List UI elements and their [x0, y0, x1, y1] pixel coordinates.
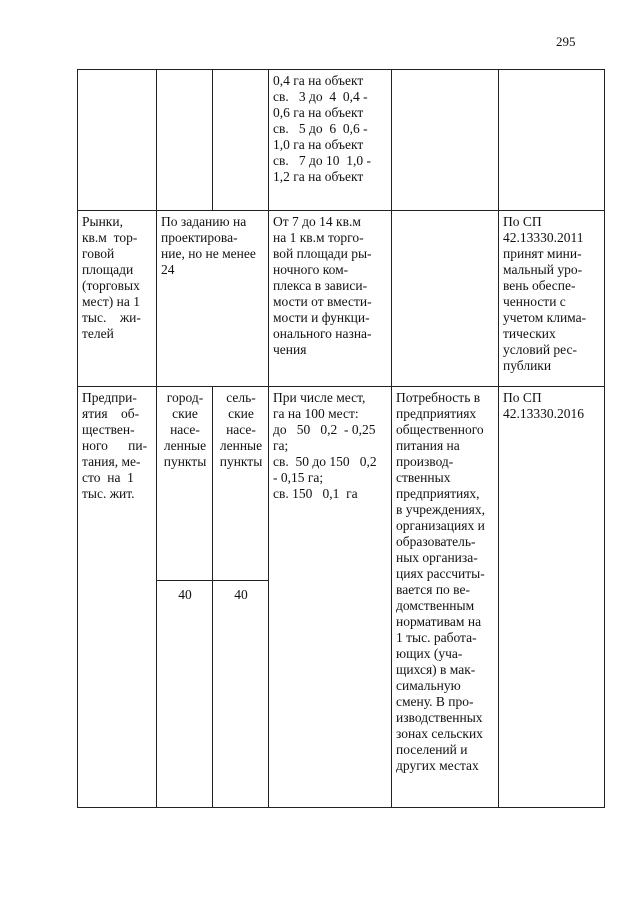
cell-r3-urban-label: город- ские насе- ленные пункты — [157, 387, 213, 581]
page-number: 295 — [556, 34, 576, 49]
cell-r2-area: От 7 до 14 кв.м на 1 кв.м торго- вой площади ры- ночного ком- плекса в зависи- мости от вмести- мости и функци- онального назна- чения — [269, 211, 392, 387]
cell-r3-area: При числе мест, га на 100 мест: до 50 0,2 - 0,25 га; св. 50 до 150 0,2 - 0,15 га; св. 150 0,1 га — [269, 387, 392, 808]
cell-r2-note — [392, 211, 499, 387]
cell-r1-c5 — [392, 70, 499, 211]
cell-r1-c4: 0,4 га на объект св. 3 до 4 0,4 - 0,6 га на объект св. 5 до 6 0,6 - 1,0 га на объект св. 7 до 10 1,0 - 1,2 га на объект — [269, 70, 392, 211]
table-row-markets — [78, 211, 605, 387]
norms-table — [77, 69, 605, 808]
cell-r3-urban-value: 40 — [157, 581, 213, 808]
cell-r3-rural-value: 40 — [213, 581, 269, 808]
cell-r2-basis: По СП 42.13330.2011 принят мини- мальный уро- вень обеспе- ченности с учетом клима- тических условий рес- публики — [499, 211, 605, 387]
cell-r2-norm: По заданию на проектирова- ние, но не менее 24 — [157, 211, 269, 387]
cell-r1-c6 — [499, 70, 605, 211]
table-row-continuation — [78, 70, 605, 211]
cell-r1-c1 — [78, 70, 157, 211]
cell-r3-basis: По СП 42.13330.2016 — [499, 387, 605, 808]
cell-r3-note: Потребность в предприятиях общественного питания на производ- ственных предприятиях, в учреждениях, организациях и образователь- ных организа- циях рассчиты- вается по ве- домственным нормативам на 1 тыс. работа- ющих (уча- щихся) в мак- симальную смену. В про- изводственных зонах сельских поселений и других местах — [392, 387, 499, 808]
cell-r3-indicator: Предпри- ятия об- ществен- ного пи- тания, ме- сто на 1 тыс. жит. — [78, 387, 157, 808]
cell-r2-indicator: Рынки, кв.м тор- говой площади (торговых мест) на 1 тыс. жи- телей — [78, 211, 157, 387]
cell-r3-rural-label: сель- ские насе- ленные пункты — [213, 387, 269, 581]
cell-r1-c3 — [213, 70, 269, 211]
cell-r1-c2 — [157, 70, 213, 211]
table-row-catering — [78, 387, 605, 581]
